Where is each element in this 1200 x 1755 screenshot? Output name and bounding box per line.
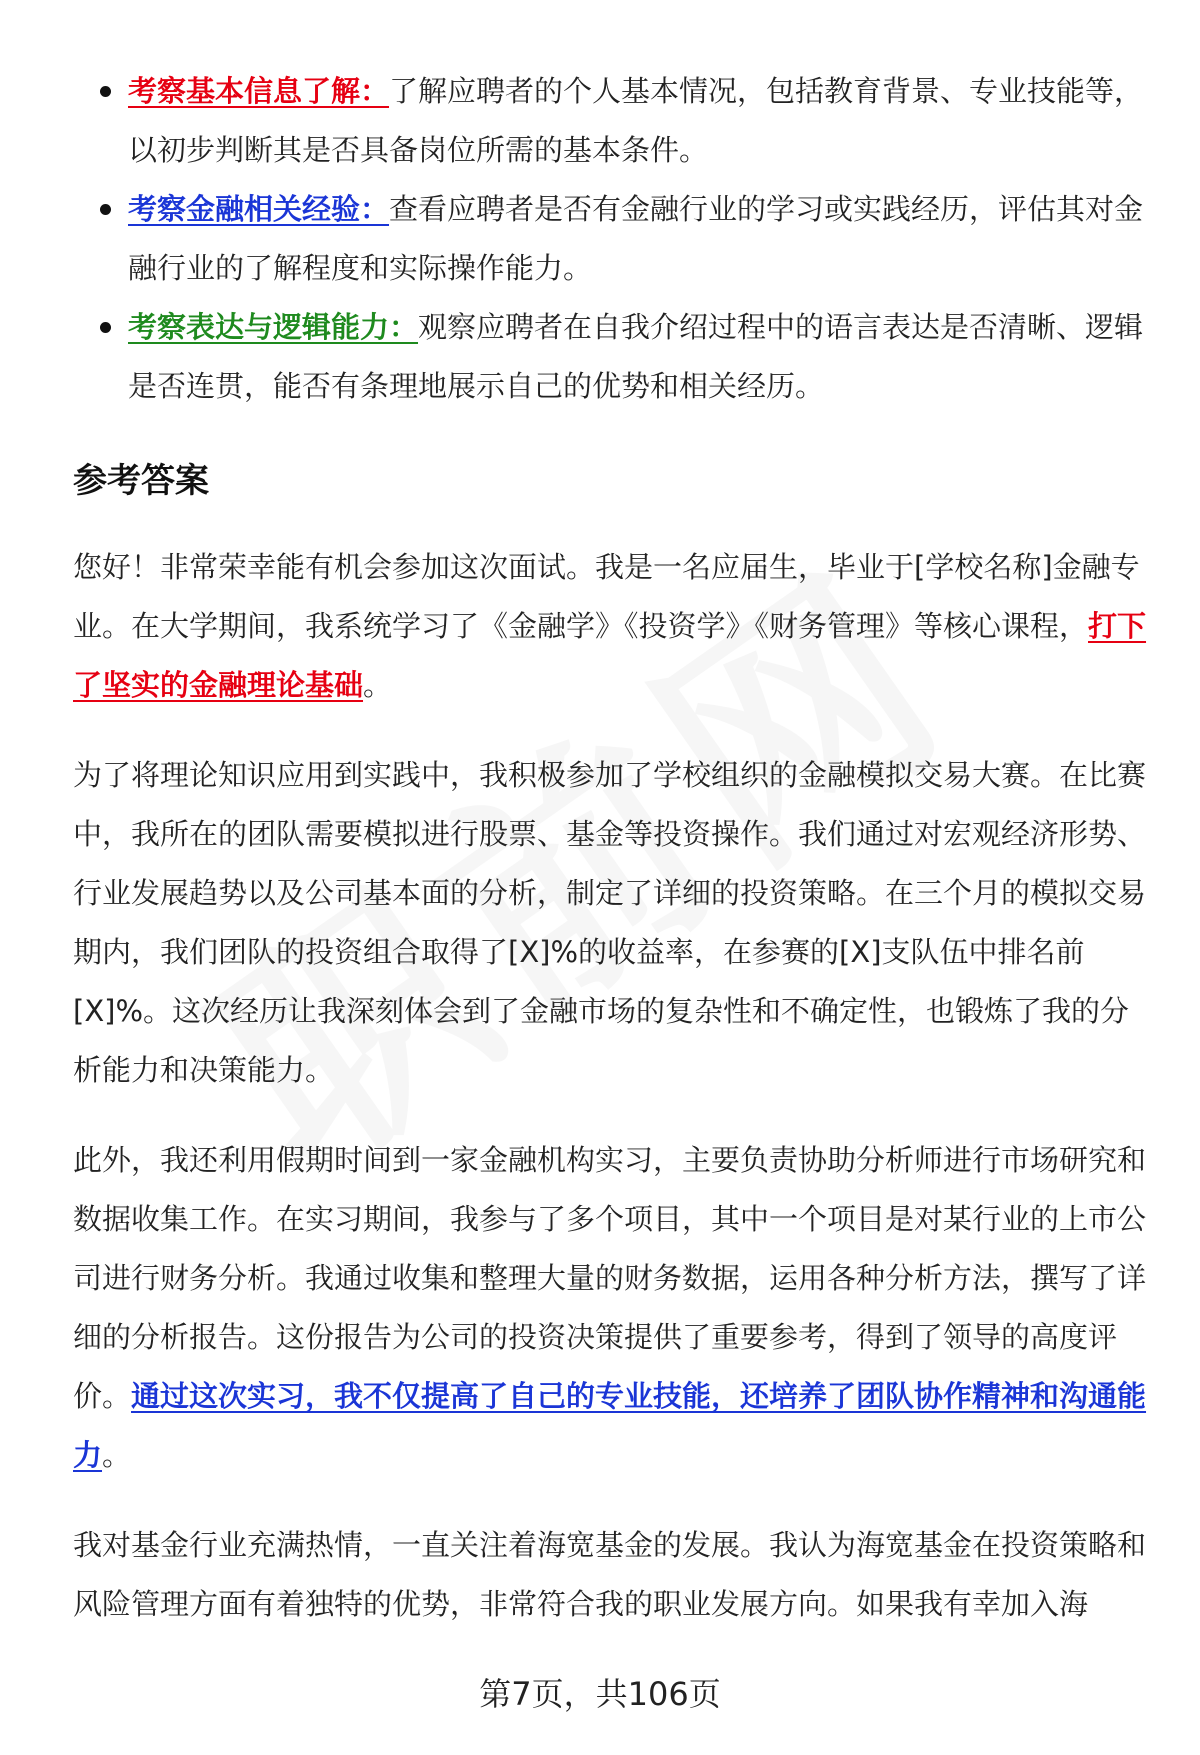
highlight-red: 打下了坚实的金融理论基础 [73, 609, 1147, 702]
list-item [73, 62, 1151, 180]
bullet-label-blue: 考察金融相关经验： [128, 192, 390, 226]
bullet-label-red: 考察基本信息了解： [128, 74, 390, 108]
bullet-text: 观察应聘者在自我介绍过程中的语言表达是否清晰、逻辑是否连贯，能否有条理地展示自己的优势和相关经历。 [128, 310, 1144, 403]
paragraph-motivation: 我对基金行业充满热情，一直关注着海宽基金的发展。我认为海宽基金在投资策略和风险管理方面有着独特的优势，非常符合我的职业发展方向。如果我有幸加入海 [73, 1528, 1147, 1621]
paragraph-text: 您好！非常荣幸能有机会参加这次面试。我是一名应届生，毕业于[学校名称]金融专业。在大学期间，我系统学习了《金融学》《投资学》《财务管理》等核心课程， [73, 550, 1140, 643]
page-number: 第7页，共106页 [479, 1675, 721, 1713]
bullet-text: 查看应聘者是否有金融行业的学习或实践经历，评估其对金融行业的了解程度和实际操作能力。 [128, 192, 1144, 285]
highlight-blue: 通过这次实习，我不仅提高了自己的专业技能，还培养了团队协作精神和沟通能力 [73, 1379, 1147, 1472]
list-item [73, 298, 1151, 416]
section-heading: 参考答案 [73, 461, 209, 501]
paragraph-text: 。 [363, 668, 393, 702]
bullet-text: 了解应聘者的个人基本情况，包括教育背景、专业技能等，以初步判断其是否具备岗位所需的基本条件。 [128, 74, 1144, 167]
list-item [73, 180, 1151, 298]
paragraph-internship [73, 1131, 1151, 1485]
criteria-list [73, 62, 1151, 416]
paragraph-text: 此外，我还利用假期时间到一家金融机构实习，主要负责协助分析师进行市场研究和数据收集工作。在实习期间，我参与了多个项目，其中一个项目是对某行业的上市公司进行财务分析。我通过收集和整理大量的财务数据，运用各种分析方法，撰写了详细的分析报告。这份报告为公司的投资决策提供了重要参考，得到了领导的高度评价。 [73, 1143, 1147, 1413]
paragraph-intro [73, 538, 1151, 715]
bullet-label-green: 考察表达与逻辑能力： [128, 310, 419, 344]
paragraph-text: 。 [102, 1438, 132, 1472]
paragraph-competition: 为了将理论知识应用到实践中，我积极参加了学校组织的金融模拟交易大赛。在比赛中，我所在的团队需要模拟进行股票、基金等投资操作。我们通过对宏观经济形势、行业发展趋势以及公司基本面的分析，制定了详细的投资策略。在三个月的模拟交易期内，我们团队的投资组合取得了[X]%的收益率，在参赛的[X]支队伍中排名前[X]%。这次经历让我深刻体会到了金融市场的复杂性和不确定性，也锻炼了我的分析能力和决策能力。 [73, 758, 1147, 1087]
document-page [73, 62, 1151, 1665]
